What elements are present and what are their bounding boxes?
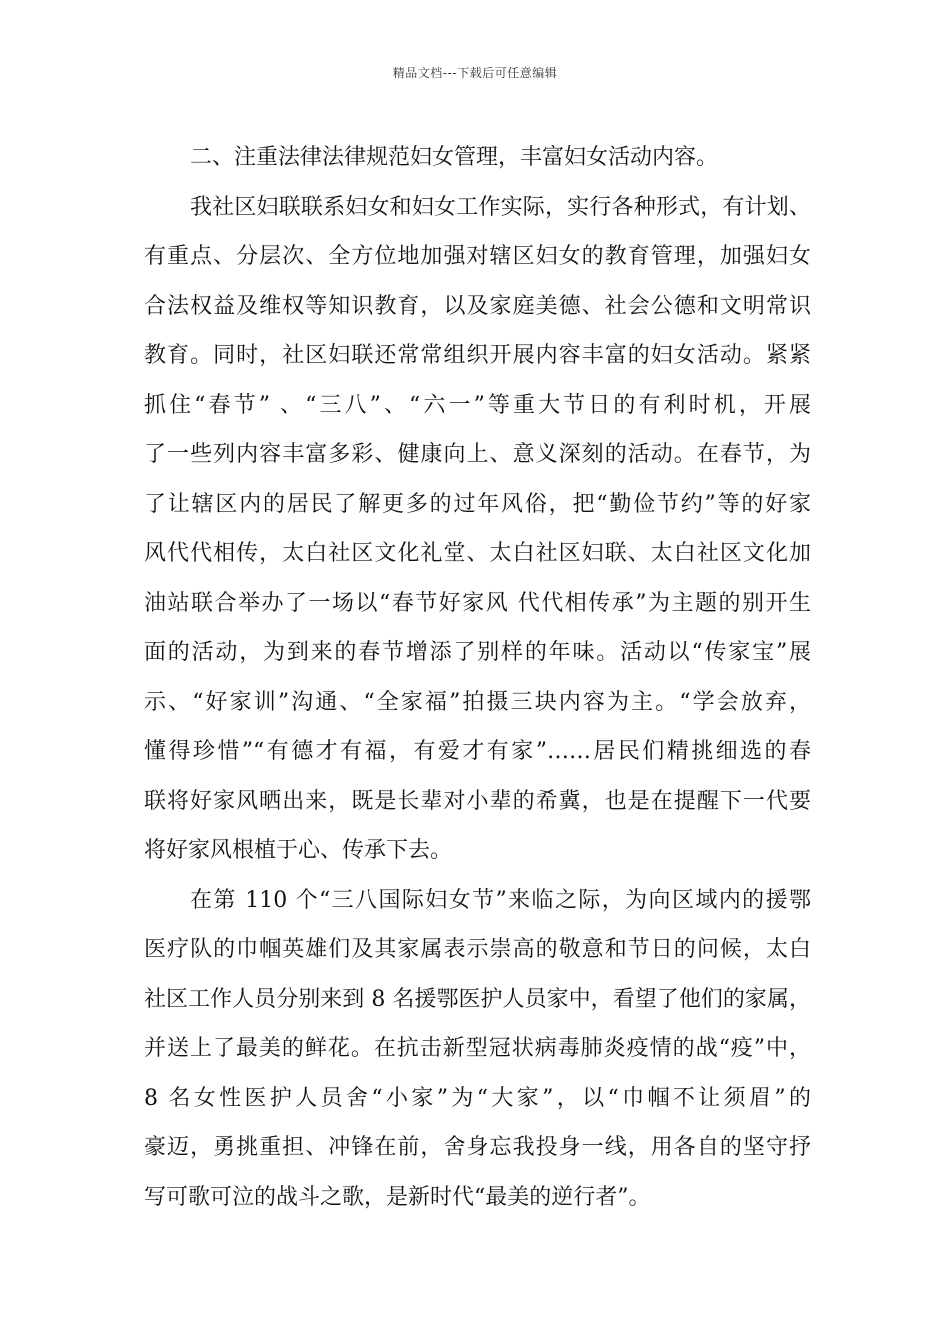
page-header-watermark: 精品文档---下载后可任意编辑 — [392, 66, 558, 80]
paragraph-line: 了让辖区内的居民了解更多的过年风俗，把“勤俭节约”等的好家 — [144, 491, 811, 517]
paragraph-line: 了一些列内容丰富多彩、健康向上、意义深刻的活动。在春节，为 — [144, 442, 811, 467]
paragraph-line: 医疗队的巾帼英雄们及其家属表示崇高的敬意和节日的问候，太白 — [144, 937, 811, 962]
paragraph-line: 我社区妇联联系妇女和妇女工作实际，实行各种形式，有计划、 — [190, 194, 811, 220]
paragraph-line: 在第 110 个“三八国际妇女节”来临之际，为向区域内的援鄂 — [190, 887, 811, 913]
paragraph-line: 8 名女性医护人员舍“小家”为“大家”，以“巾帼不让须眉”的 — [144, 1085, 811, 1111]
paragraph-line: 写可歌可泣的战斗之歌，是新时代“最美的逆行者”。 — [144, 1184, 651, 1210]
document-body — [144, 133, 811, 1222]
paragraph-line: 社区工作人员分别来到 8 名援鄂医护人员家中，看望了他们的家属， — [144, 986, 811, 1012]
paragraph-line: 抓住“春节” 、“三八”、“六一”等重大节日的有利时机，开展 — [144, 392, 811, 418]
paragraph-line: 将好家风根植于心、传承下去。 — [144, 838, 453, 863]
paragraph-line: 油站联合举办了一场以“春节好家风 代代相传承”为主题的别开生 — [144, 590, 811, 616]
paragraph-line: 有重点、分层次、全方位地加强对辖区妇女的教育管理，加强妇女 — [144, 244, 811, 269]
paragraph-line: 懂得珍惜”“有德才有福，有爱才有家”……居民们精挑细选的春 — [144, 739, 811, 764]
paragraph-line: 面的活动，为到来的春节增添了别样的年味。活动以“传家宝”展 — [144, 640, 811, 665]
paragraph-line: 联将好家风晒出来，既是长辈对小辈的希冀，也是在提醒下一代要 — [144, 788, 811, 814]
paragraph-line: 风代代相传，太白社区文化礼堂、太白社区妇联、太白社区文化加 — [144, 541, 811, 566]
paragraph-line: 并送上了最美的鲜花。在抗击新型冠状病毒肺炎疫情的战“疫”中， — [144, 1036, 811, 1061]
paragraph-line: 豪迈，勇挑重担、冲锋在前，舍身忘我投身一线，用各自的坚守抒 — [144, 1135, 811, 1160]
paragraph-women-education — [144, 183, 811, 876]
paragraph-line: 教育。同时，社区妇联还常常组织开展内容丰富的妇女活动。紧紧 — [144, 343, 811, 368]
paragraph-line: 合法权益及维权等知识教育，以及家庭美德、社会公德和文明常识 — [144, 293, 811, 319]
paragraph-womens-day-visit — [144, 876, 811, 1223]
paragraph-line: 示、“好家训”沟通、“全家福”拍摄三块内容为主。“学会放弃， — [144, 689, 811, 715]
section-heading: 二、注重法律法律规范妇女管理，丰富妇女活动内容。 — [190, 145, 719, 170]
